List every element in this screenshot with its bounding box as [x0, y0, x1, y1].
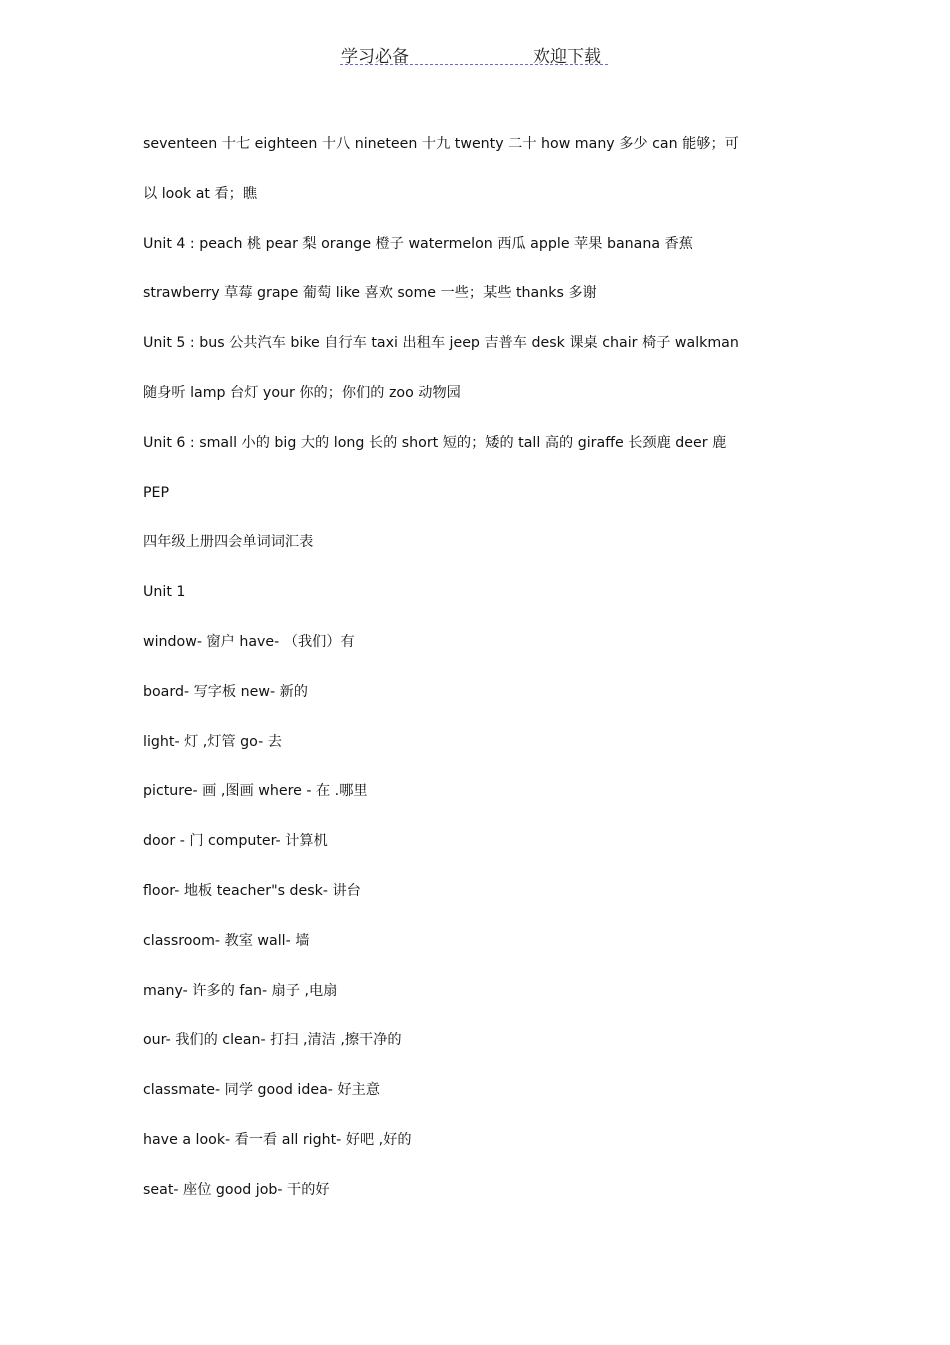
text-line: seat- 座位 good job- 干的好 [143, 1181, 330, 1198]
text-line: 随身听 lamp 台灯 your 你的；你们的 zoo 动物园 [143, 384, 461, 401]
text-line: strawberry 草莓 grape 葡萄 like 喜欢 some 一些；某些 thanks 多谢 [143, 285, 597, 302]
document-body [143, 132, 813, 1228]
header-left-text: 学习必备 [341, 47, 409, 67]
text-line: many- 许多的 fan- 扇子 ,电扇 [143, 982, 338, 999]
text-line: PEP [143, 484, 170, 501]
text-line: classroom- 教室 wall- 墙 [143, 932, 310, 949]
page-header [340, 40, 608, 65]
text-line: Unit 4 : peach 桃 pear 梨 orange 橙子 watermelon 西瓜 apple 苹果 banana 香蕉 [143, 235, 693, 252]
text-line: Unit 1 [143, 584, 186, 601]
text-line: board- 写字板 new- 新的 [143, 683, 308, 700]
text-line: window- 窗户 have- （我们）有 [143, 633, 355, 650]
text-line: light- 灯 ,灯管 go- 去 [143, 733, 282, 750]
text-line: Unit 6 : small 小的 big 大的 long 长的 short 短的；矮的 tall 高的 giraffe 长颈鹿 deer 鹿 [143, 434, 727, 451]
text-line: have a look- 看一看 all right- 好吧 ,好的 [143, 1131, 412, 1148]
text-line: 以 look at 看；瞧 [143, 185, 258, 202]
text-line: picture- 画 ,图画 where - 在 .哪里 [143, 783, 368, 800]
text-line: Unit 5 : bus 公共汽车 bike 自行车 taxi 出租车 jeep 吉普车 desk 课桌 chair 椅子 walkman [143, 335, 739, 352]
text-line: 四年级上册四会单词词汇表 [143, 534, 314, 551]
text-line: door - 门 computer- 计算机 [143, 833, 328, 850]
text-line: our- 我们的 clean- 打扫 ,清洁 ,擦干净的 [143, 1032, 402, 1049]
text-line: seventeen 十七 eighteen 十八 nineteen 十九 twenty 二十 how many 多少 can 能够；可 [143, 136, 739, 152]
text-line: classmate- 同学 good idea- 好主意 [143, 1082, 380, 1099]
header-right-text: 欢迎下载 [533, 47, 601, 67]
text-line: floor- 地板 teacher"s desk- 讲台 [143, 882, 361, 899]
